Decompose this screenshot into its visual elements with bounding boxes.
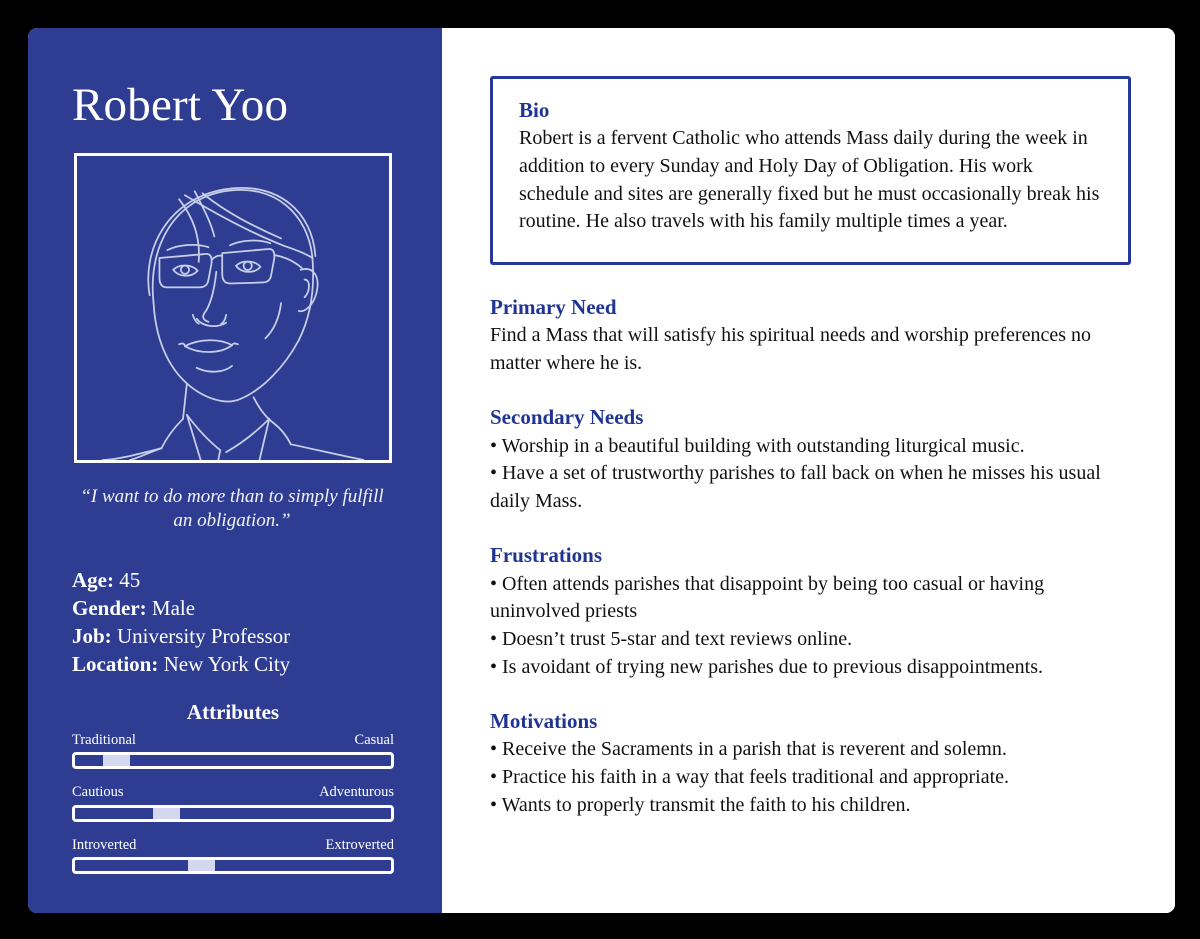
list-item: • Receive the Sacraments in a parish that is reverent and solemn. — [490, 738, 1007, 761]
fact-gender-label: Gender: — [72, 596, 147, 621]
list-item: • Wants to properly transmit the faith to his children. — [490, 793, 911, 816]
slider-labels — [72, 836, 394, 854]
fact-location-value: New York City — [163, 651, 291, 676]
list-item: • Practice his faith in a way that feels traditional and appropriate. — [490, 766, 1010, 789]
motivations-section — [490, 707, 1131, 819]
slider-labels — [72, 783, 394, 801]
primary-need-heading: Primary Need — [490, 294, 617, 319]
bio-text: Robert is a fervent Catholic who attends Mass daily during the week in addition to every Sunday and Holy Day of Obligation. His work schedule and sites are generally fixed but he must occasionally break his routine. He also travels with his family multiple times a year. — [519, 127, 1100, 233]
fact-location — [72, 651, 410, 679]
fact-job-label: Job: — [72, 623, 112, 648]
bio-heading: Bio — [519, 98, 550, 122]
attribute-slider-traditional-casual — [72, 731, 394, 769]
fact-gender — [72, 595, 410, 623]
slider-right-label: Casual — [354, 732, 394, 749]
motivations-heading: Motivations — [490, 709, 598, 734]
fact-gender-value: Male — [151, 596, 196, 621]
secondary-needs-heading: Secondary Needs — [490, 405, 644, 430]
avatar — [74, 153, 392, 463]
slider-track[interactable] — [72, 752, 394, 769]
slider-right-label: Extroverted — [325, 836, 394, 853]
list-item: • Worship in a beautiful building with outstanding liturgical music. — [490, 434, 1025, 457]
portrait-sketch-icon — [77, 156, 389, 460]
frustrations-heading: Frustrations — [490, 543, 602, 568]
primary-need-section — [490, 293, 1131, 378]
slider-right-label: Adventurous — [319, 784, 394, 801]
list-item: • Have a set of trustworthy parishes to fall back on when he misses his usual daily Mass. — [490, 462, 1101, 512]
slider-left-label: Traditional — [72, 732, 136, 749]
slider-track[interactable] — [72, 805, 394, 822]
fact-age — [72, 567, 410, 595]
fact-job-value: University Professor — [116, 623, 291, 648]
slider-thumb[interactable] — [103, 755, 130, 766]
primary-need-text: Find a Mass that will satisfy his spiritual needs and worship preferences no matter where he is. — [490, 324, 1091, 374]
persona-facts — [72, 567, 410, 678]
persona-sidebar — [28, 28, 442, 913]
fact-age-value: 45 — [119, 568, 141, 593]
fact-age-label: Age: — [72, 568, 114, 593]
fact-job — [72, 623, 410, 651]
frustrations-section — [490, 541, 1131, 681]
attribute-slider-introverted-extroverted — [72, 836, 394, 874]
bio-box — [490, 76, 1131, 265]
persona-card — [28, 28, 1175, 913]
list-item: • Doesn’t trust 5-star and text reviews online. — [490, 627, 853, 650]
fact-location-label: Location: — [72, 651, 159, 676]
persona-details — [442, 28, 1175, 913]
attributes-section — [72, 700, 394, 873]
secondary-needs-section — [490, 403, 1131, 515]
slider-track[interactable] — [72, 857, 394, 874]
persona-quote: “I want to do more than to simply fulfill an obligation.” — [80, 485, 384, 532]
page-title: Robert Yoo — [72, 79, 289, 131]
slider-thumb[interactable] — [153, 808, 180, 819]
attribute-slider-cautious-adventurous — [72, 783, 394, 821]
slider-left-label: Cautious — [72, 784, 124, 801]
list-item: • Is avoidant of trying new parishes due to previous disappointments. — [490, 655, 1044, 678]
slider-thumb[interactable] — [188, 860, 215, 871]
slider-left-label: Introverted — [72, 836, 137, 853]
list-item: • Often attends parishes that disappoint by being too casual or having uninvolved priests — [490, 572, 1045, 623]
slider-labels — [72, 731, 394, 749]
attributes-title: Attributes — [186, 700, 280, 725]
